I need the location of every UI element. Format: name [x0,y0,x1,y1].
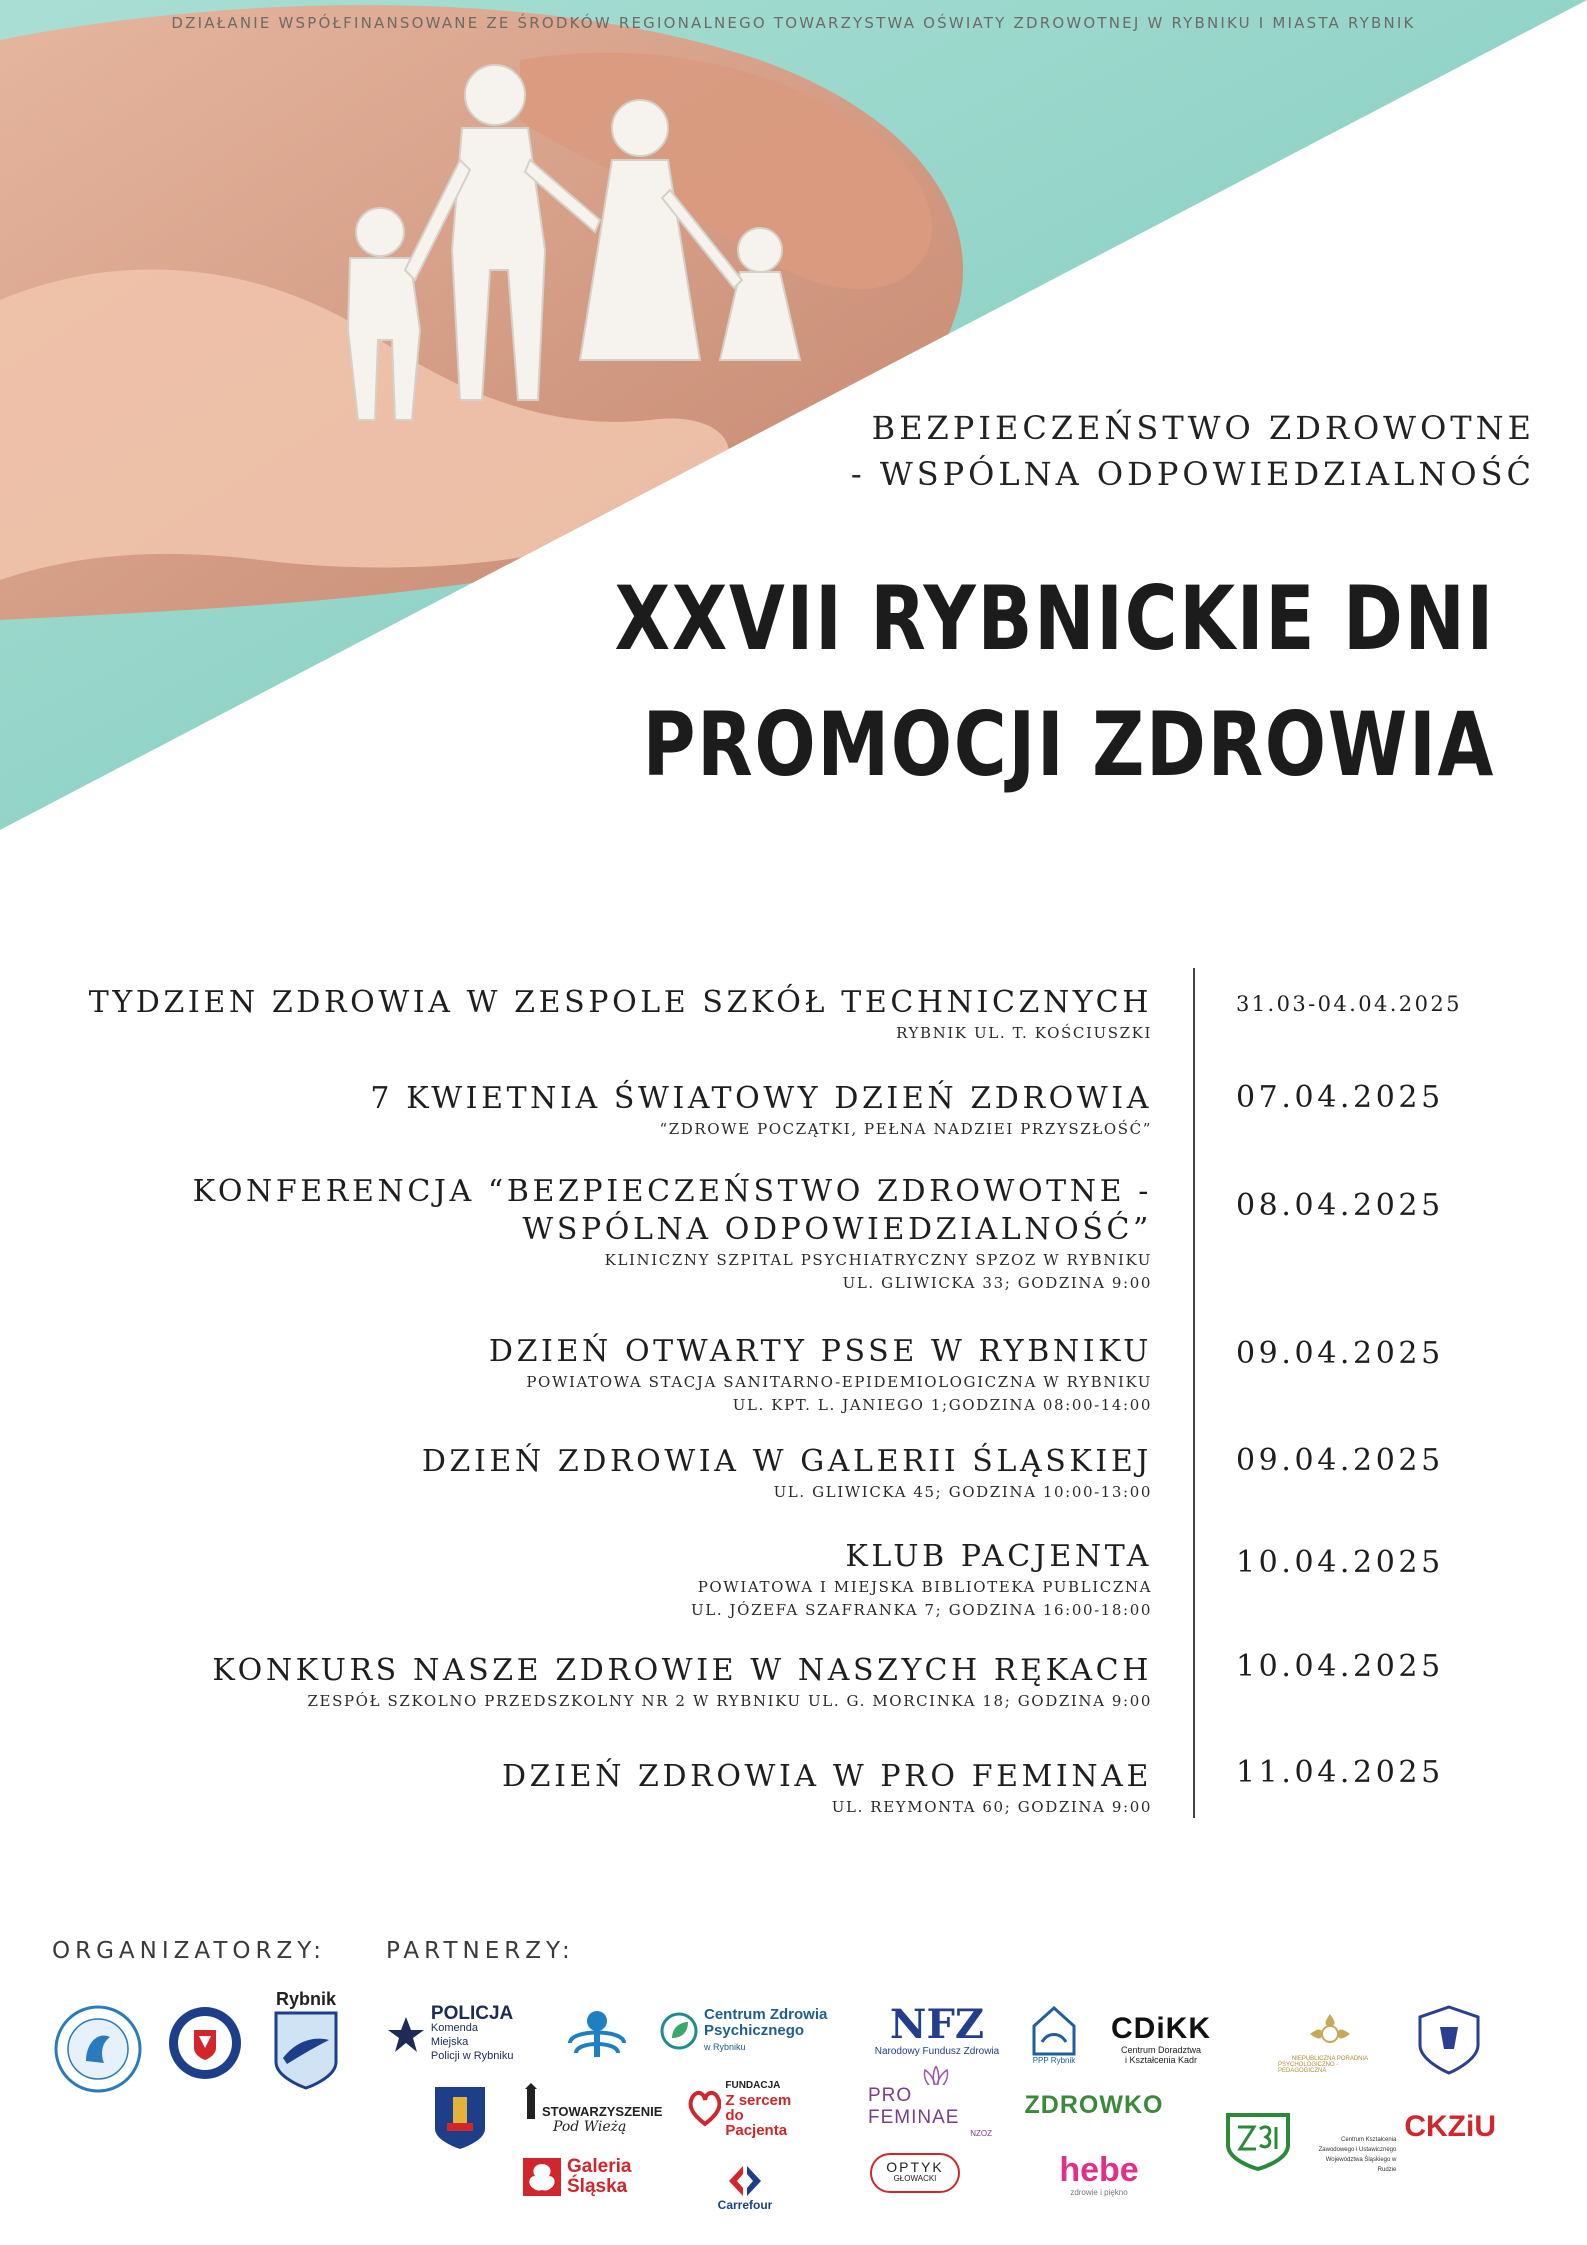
event-detail: POWIATOWA I MIEJSKA BIBLIOTEKA PUBLICZNA [697,1578,1152,1596]
event-item [52,1333,1152,1417]
fundacja-logo [688,2078,808,2138]
profeminae-logo [868,2066,1004,2138]
hospital-arch-icon [564,2007,630,2059]
stowarzyszenie-logo [523,2080,663,2138]
event-item [52,1758,1152,1819]
ppp-logo [1026,2002,1082,2068]
ppp-label: PPP Rybnik [1032,2055,1076,2065]
czp-label: Centrum Zdrowia [704,2006,828,2023]
rybnik-logo [268,1984,344,2094]
event-date: 10.04.2025 [1236,1649,1444,1684]
zdrowko-logo [1020,2080,1168,2130]
poradnia-flower-icon [1308,2012,1352,2056]
stowarzyszenie-label: STOWARZYSZENIE [542,2104,663,2119]
cofinancing-note: DZIAŁANIE WSPÓŁFINANSOWANE ZE ŚRODKÓW REGIONALNEGO TOWARZYSTWA OŚWIATY ZDROWOTNEJ W RYBNIKU I MIASTA RYBNIK [171,14,1416,32]
hebe-logo [1044,2146,1154,2202]
event-item [52,984,1152,1045]
cdik-label: CDiKK [1111,2012,1211,2045]
policja-sub: Policji w Rybniku [430,2050,514,2062]
event-date: 08.04.2025 [1236,1188,1444,1223]
event-date: 10.04.2025 [1236,1545,1444,1580]
hebe-label: hebe [1059,2150,1139,2189]
cdik-logo [1106,2010,1216,2068]
title-line-1: XXVII RYBNICKIE DNI [614,567,1495,670]
event-detail: UL. GLIWICKA 33; GODZINA 9:00 [842,1274,1152,1292]
event-title: DZIEŃ OTWARTY PSSE W RYBNIKU [488,1334,1152,1369]
event-item [52,1538,1152,1622]
subtitle-line-2: - WSPÓLNA ODPOWIEDZIALNOŚĆ [850,455,1535,493]
event-title-cont: WSPÓLNA ODPOWIEDZIALNOŚĆ” [522,1212,1152,1247]
galeria-label: Śląska [567,2176,628,2197]
event-title: DZIEŃ ZDROWIA W GALERII ŚLĄSKIEJ [421,1444,1152,1479]
ckziu-sub: Województwa Śląskiego w Rudzie [1325,2157,1397,2173]
event-item [52,1443,1152,1504]
school-badge-logo [1414,2005,1484,2075]
policja-logo [386,2005,516,2065]
optyk-label: OPTYK [886,2159,944,2175]
optyk-sub: GŁOWACKI [893,2174,937,2183]
subtitle-line-1: BEZPIECZEŃSTWO ZDROWOTNE [871,409,1535,447]
event-item [52,1652,1152,1713]
event-detail: RYBNIK UL. T. KOŚCIUSZKI [896,1024,1152,1042]
czp-leaf-icon [660,2012,698,2050]
straz-logo [430,2082,490,2152]
ckziu-logo [1316,2110,1496,2176]
schedule-divider [1193,968,1195,1818]
fire-brigade-crest-icon [431,2083,489,2151]
carrefour-logo [705,2155,785,2221]
nfz-logo [862,1998,1012,2062]
event-date: 31.03-04.04.2025 [1236,992,1462,1016]
fundacja-label: Z sercem [725,2092,792,2109]
partners-heading: PARTNERZY: [386,1938,575,1964]
heart-hand-icon [688,2088,721,2128]
event-detail: UL. REYMONTA 60; GODZINA 9:00 [831,1798,1152,1816]
czp-logo [660,2002,840,2060]
page-title [593,556,1495,808]
event-title: KLUB PACJENTA [845,1539,1152,1574]
ksp-logo [562,2003,632,2063]
police-star-icon [386,2015,425,2055]
rtoz-seal-icon [52,2003,144,2095]
poradnia-label: NIEPUBLICZNA PORADNIA [1291,2056,1369,2062]
poradnia-label: PSYCHOLOGICZNO - PEDAGOGICZNA [1278,2062,1339,2074]
fundacja-label: do Pacjenta [725,2107,788,2139]
nfz-label: NFZ [889,2000,985,2048]
nfz-sub: Narodowy Fundusz Zdrowia [874,2045,1000,2057]
profeminae-label: PRO FEMINAE [868,2085,960,2128]
czp-sub: w Rybniku [704,2042,746,2052]
lotus-icon [921,2066,951,2085]
ckziu-sub: Centrum Kształcenia Zawodowego i Ustawicznego [1318,2137,1397,2153]
poradnia-logo [1278,2003,1382,2083]
profeminae-sub: NZOZ [970,2129,992,2138]
event-date: 07.04.2025 [1236,1080,1444,1115]
rtoz-logo [52,2003,144,2095]
event-detail: POWIATOWA STACJA SANITARNO-EPIDEMIOLOGICZNA W RYBNIKU [526,1373,1152,1391]
carrefour-label: Carrefour [717,2198,773,2212]
campaign-subtitle [635,405,1535,497]
event-detail: “ZDROWE POCZĄTKI, PEŁNA NADZIEI PRZYSZŁOŚĆ” [659,1120,1152,1138]
rybnik-crest-icon [273,2010,339,2090]
hebe-sub: zdrowie i piękno [1070,2187,1128,2197]
event-date: 11.04.2025 [1236,1755,1444,1790]
event-item [52,1080,1152,1141]
stowarzyszenie-sub: Pod Wieżą [553,2119,627,2135]
cdik-sub: i Kształcenia Kadr [1124,2055,1198,2065]
optyk-logo [858,2148,972,2198]
event-title: DZIEŃ ZDROWIA W PRO FEMINAE [502,1759,1152,1794]
title-line-2: PROMOCJI ZDROWIA [642,693,1495,796]
tower-icon [523,2083,539,2119]
cdik-sub: Centrum Doradztwa [1120,2045,1202,2055]
zst-logo [1222,2110,1294,2172]
zdrowko-label: ZDROWKO [1024,2090,1164,2119]
event-date: 09.04.2025 [1236,1443,1444,1478]
galeria-logo [523,2150,647,2204]
event-detail: KLINICZNY SZPITAL PSYCHIATRYCZNY SPZOZ W RYBNIKU [604,1251,1152,1269]
czp-label: Psychicznego [704,2022,805,2039]
policja-sub: Komenda Miejska [430,2022,479,2048]
event-title: KONFERENCJA “BEZPIECZEŃSTWO ZDROWOTNE - [192,1174,1152,1209]
event-detail: ZESPÓŁ SZKOLNO PRZEDSZKOLNY NR 2 W RYBNIKU UL. G. MORCINKA 18; GODZINA 9:00 [307,1692,1152,1710]
event-title: KONKURS NASZE ZDROWIE W NASZYCH RĘKACH [212,1653,1152,1688]
event-item [52,1173,1152,1295]
sanepid-seal-icon [166,2004,244,2082]
galeria-label: Galeria [567,2156,632,2177]
event-detail: UL. KPT. L. JANIEGO 1;GODZINA 08:00-14:00 [732,1396,1152,1414]
event-date: 09.04.2025 [1236,1336,1444,1371]
organizers-heading: ORGANIZATORZY: [52,1938,326,1964]
zst-shield-icon [1224,2111,1292,2171]
galeria-mark-icon [523,2158,561,2196]
ppp-house-icon [1032,2006,1076,2056]
carrefour-mark-icon [725,2164,765,2198]
fundacja-label: FUNDACJA [725,2080,781,2091]
rybnik-label: Rybnik [275,1988,336,2009]
event-title: TYDZIEN ZDROWIA W ZESPOLE SZKÓŁ TECHNICZNYCH [88,985,1152,1020]
school-shield-icon [1416,2005,1482,2075]
policja-label: POLICJA [430,2003,514,2024]
event-title: 7 KWIETNIA ŚWIATOWY DZIEŃ ZDROWIA [370,1081,1152,1116]
event-detail: UL. JÓZEFA SZAFRANKA 7; GODZINA 16:00-18:00 [691,1601,1152,1619]
ckziu-label: CKZiU [1404,2110,1496,2143]
event-detail: UL. GLIWICKA 45; GODZINA 10:00-13:00 [773,1483,1152,1501]
sanepid-logo [166,2004,244,2082]
